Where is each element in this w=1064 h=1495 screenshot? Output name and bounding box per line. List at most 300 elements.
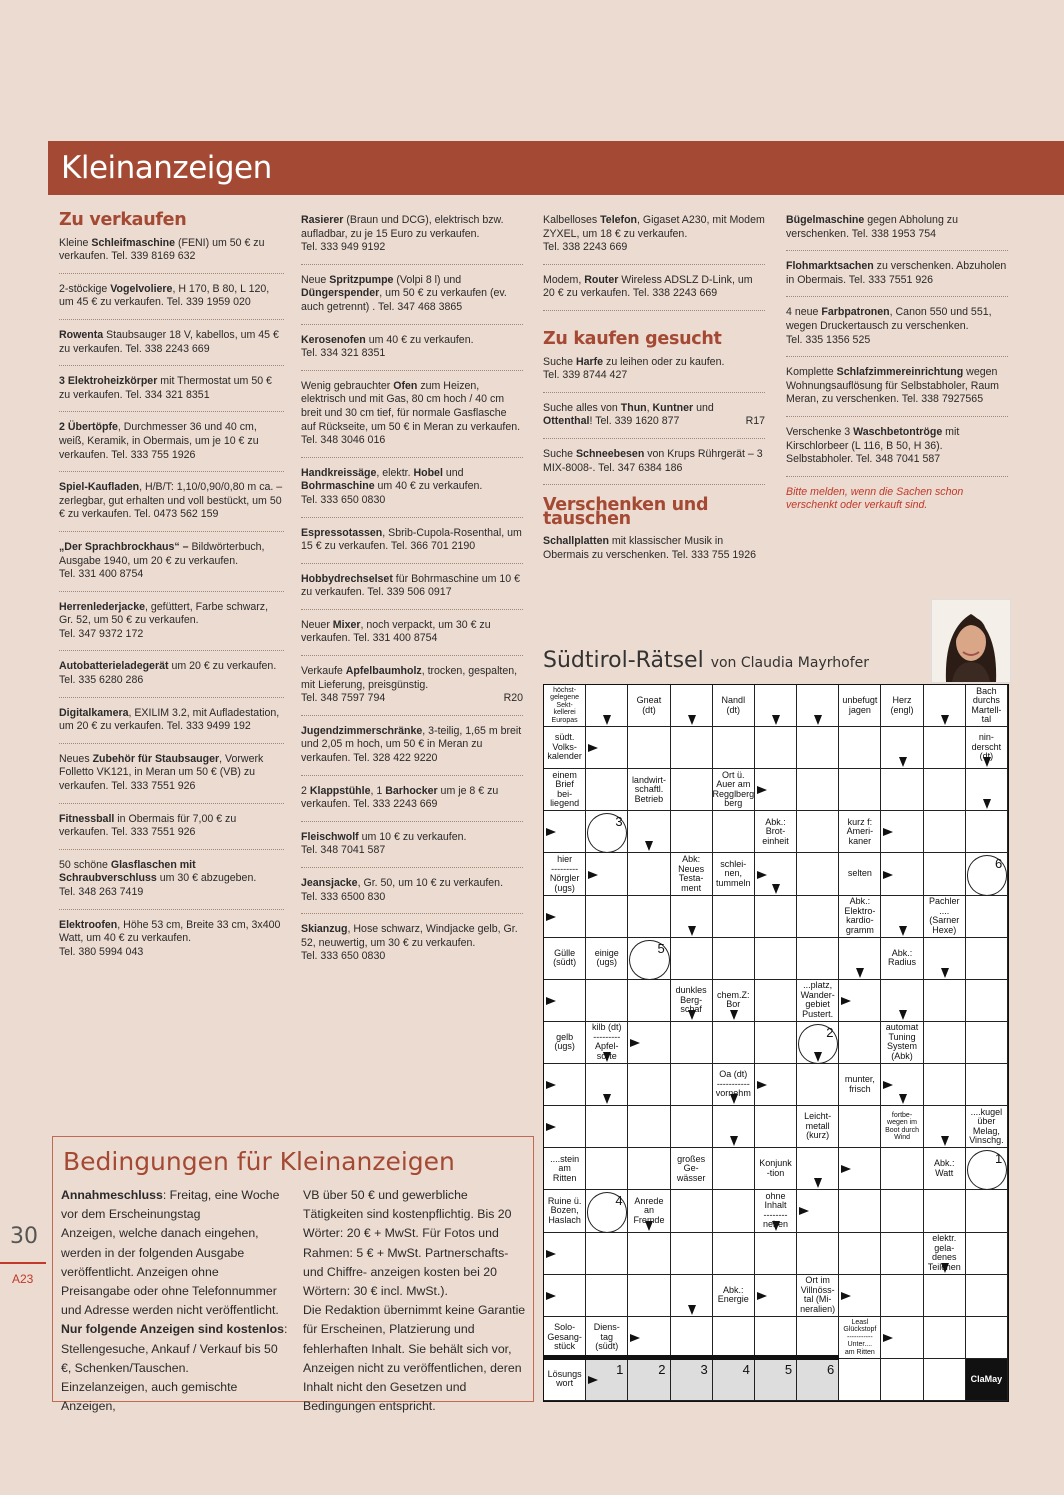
ad-entry	[786, 366, 1008, 417]
crossword-grid[interactable]	[543, 684, 1009, 1402]
ad-entry	[786, 306, 1008, 357]
arrow-right-icon	[546, 1250, 556, 1258]
ad-text: und	[442, 466, 464, 479]
arrow-down-icon	[688, 1305, 696, 1315]
grid-cell[interactable]	[628, 853, 670, 895]
grid-cell[interactable]	[628, 1275, 670, 1317]
page-divider	[0, 1262, 46, 1264]
clue-cell: ...platz, Wander- gebiet Pustert.	[797, 980, 839, 1022]
circle-number: 6	[995, 856, 1003, 872]
arrow-down-icon	[899, 926, 907, 936]
grid-cell[interactable]	[628, 727, 670, 769]
arrow-down-icon	[645, 1221, 653, 1231]
free-ads-text: : Stellengesuche, Ankauf / Verkauf bis 50 €, Schenken/Tauschen. Einzelanzeigen, auch gemischte Anzeigen,	[61, 1322, 288, 1414]
arrow-down-icon	[899, 1094, 907, 1104]
ad-entry	[59, 601, 284, 652]
ad-text: um 40 € zu verkaufen. Tel. 334 321 8351	[301, 333, 474, 360]
arrow-down-icon	[983, 799, 991, 809]
conditions-right-text: VB über 50 € und gewerbliche Tätigkeiten sind kostenpflichtig. Bis 20 Wörter: 20 € + MwSt. Für Fotos und Rahmen: 5 € + MwSt. Partnerschafts- und Chiffre- anzeigen kosten bei 20 Wörtern: 30 € incl. MwSt.). Die Redaktion übernimmt keine Garantie für Erscheinen, Platzierung und fehlerhaften Inhalt. Sie behält sich vor, Anzeigen nicht zu veröffentlichen, deren Inhalt nicht den Gesetzen und Bedingungen entspricht.	[303, 1188, 526, 1414]
grid-cell[interactable]	[924, 1317, 966, 1359]
grid-cell[interactable]	[755, 1317, 797, 1359]
clue-cell: Konjunk -tion	[755, 1148, 797, 1190]
ad-text: Bildwörterbuch, Ausgabe 1940, um 20 € zu verkaufen. Tel. 331 400 8754	[59, 540, 265, 581]
ad-entry	[301, 785, 523, 822]
ad-text: Staubsauger 18 V, kabellos, um 45 € zu verkaufen. Tel. 338 2243 669	[59, 328, 279, 355]
ad-text: Wenig gebrauchter	[301, 379, 394, 392]
ad-item-name: „Der Sprachbrockhaus“ –	[59, 540, 189, 553]
clue-cell: großes Ge- wässer	[671, 1148, 713, 1190]
grid-cell[interactable]	[671, 727, 713, 769]
ad-entry	[59, 329, 284, 366]
ad-item-name: Düngerspender	[301, 287, 380, 300]
grid-cell[interactable]	[797, 727, 839, 769]
clue-cell: südt. Volks- kalender	[544, 727, 586, 769]
grid-cell[interactable]	[586, 980, 628, 1022]
grid-cell[interactable]	[881, 1233, 923, 1275]
ad-text: und	[693, 401, 714, 414]
ad-text: um 40 € zu verkaufen. Tel. 333 650 0830	[301, 480, 483, 506]
arrow-right-icon	[883, 871, 893, 879]
grid-cell[interactable]	[713, 1233, 755, 1275]
note-text: Bitte melden, wenn die Sachen schon verschenkt oder verkauft sind.	[786, 485, 964, 512]
grid-cell[interactable]	[881, 1190, 923, 1232]
ad-text: , Hose schwarz, Windjacke gelb, Gr. 52, neuwertig, um 30 € zu verkaufen. Tel. 333 650 0830	[301, 923, 518, 963]
ad-text: 2	[301, 784, 310, 797]
solution-cell[interactable]	[755, 1359, 797, 1401]
arrow-down-icon	[688, 715, 696, 725]
grid-cell[interactable]	[628, 980, 670, 1022]
grid-cell[interactable]	[671, 811, 713, 853]
ad-item-name: 2 Übertöpfe	[59, 421, 118, 434]
ad-text: (Braun und DCG), elektrisch bzw. aufladbar, zu je 15 Euro zu verkaufen. Tel. 333 949 9192	[301, 214, 504, 254]
ad-item-name: Kuntner	[652, 401, 694, 414]
solution-cell[interactable]	[713, 1359, 755, 1401]
ad-text: um je 8 € zu verkaufen. Tel. 333 2243 669	[301, 784, 499, 811]
arrow-down-icon	[730, 1094, 738, 1104]
ad-entry	[301, 831, 523, 868]
grid-cell[interactable]	[797, 1064, 839, 1106]
grid-cell[interactable]	[628, 1233, 670, 1275]
grid-cell[interactable]	[671, 1233, 713, 1275]
ad-item-name: Waschbetontröge	[853, 425, 943, 438]
ad-text: , H 170, B 80, L 120, um 45 € zu verkaufen. Tel. 339 1959 020	[59, 282, 270, 309]
arrow-right-icon	[546, 913, 556, 921]
grid-cell[interactable]	[924, 980, 966, 1022]
grid-cell[interactable]	[671, 1106, 713, 1148]
arrow-right-icon	[546, 997, 556, 1005]
ad-text: um 20 € zu verkaufen. Tel. 335 6280 286	[59, 660, 277, 687]
grid-cell[interactable]	[671, 1190, 713, 1232]
arrow-down-icon	[730, 1010, 738, 1020]
clue-cell: Ruine ü. Bozen, Haslach	[544, 1190, 586, 1232]
clue-cell: Leasl Glückstopf ----------- Unter.... am Ritten	[839, 1317, 881, 1359]
ad-text: Suche	[543, 447, 576, 460]
ad-item-name: Apfelbaumholz	[345, 665, 422, 678]
arrow-down-icon	[941, 715, 949, 725]
ad-text: Neuer	[301, 618, 333, 631]
ad-code: R17	[745, 415, 765, 428]
grid-cell[interactable]	[671, 1317, 713, 1359]
clue-cell: Gneat (dt)	[628, 685, 670, 727]
grid-cell[interactable]	[713, 1190, 755, 1232]
grid-cell[interactable]	[586, 769, 628, 811]
ad-text: Suche	[543, 355, 576, 368]
circle-number: 4	[615, 1193, 623, 1209]
section-heading: Zu kaufen gesucht	[543, 328, 722, 349]
ad-text: , Höhe 53 cm, Breite 33 cm, 3x400 Watt, um 40 € zu verkaufen. Tel. 380 5994 043	[59, 918, 281, 958]
ad-item-name: Harfe	[575, 355, 604, 368]
ad-text: , trocken, gespalten, mit Lieferung, preisgünstig. Tel. 348 7597 794	[301, 665, 518, 705]
grid-cell[interactable]	[966, 1190, 1008, 1232]
grid-cell[interactable]	[671, 769, 713, 811]
ad-text: (Volpi 8 l) und	[393, 273, 462, 286]
clue-cell: Herz (engl)	[881, 685, 923, 727]
solution-cell[interactable]	[628, 1359, 670, 1401]
clue-cell: Abk.: Watt	[924, 1148, 966, 1190]
grid-cell[interactable]	[924, 1190, 966, 1232]
clue-cell: Abk.: Radius	[881, 938, 923, 980]
solution-divider	[544, 1355, 839, 1360]
column-give-away	[786, 214, 1008, 513]
grid-cell[interactable]	[755, 727, 797, 769]
ad-text: mit klassischer Musik in Obermais zu verschenken. Tel. 333 755 1926	[543, 535, 756, 561]
grid-cell[interactable]	[797, 938, 839, 980]
clue-cell: Gülle (südt)	[544, 938, 586, 980]
clue-cell: einige (ugs)	[586, 938, 628, 980]
arrow-down-icon	[941, 968, 949, 978]
ad-entry	[59, 660, 284, 697]
ad-text: , um 50 € zu verkaufen (ev. auch getrennt) . Tel. 347 468 3865	[301, 287, 507, 313]
grid-cell[interactable]	[924, 811, 966, 853]
ad-text: zum Heizen, elektrisch und mit Gas, 80 cm hoch / 40 cm breit und 30 cm tief, für normale Gasflasche auf Rückseite, um 50 € in Meran zu verkaufen. Tel. 348 3046 016	[301, 379, 521, 447]
arrow-right-icon	[841, 1165, 851, 1173]
arrow-down-icon	[603, 1052, 611, 1062]
grid-cell[interactable]	[966, 1317, 1008, 1359]
clue-cell: hier --------- Nörgler (ugs)	[544, 853, 586, 895]
clue-cell: Ort im Villnöss- tal (Mi- neralien)	[797, 1275, 839, 1317]
arrow-down-icon	[603, 1094, 611, 1104]
ad-entry	[543, 214, 765, 265]
ad-entry	[59, 481, 284, 532]
ad-item-name: Spiel-Kaufladen	[59, 481, 140, 494]
grid-cell[interactable]	[797, 1317, 839, 1359]
clue-cell: elektr. gela- denes Teilchen	[924, 1233, 966, 1275]
arrow-down-icon	[688, 926, 696, 936]
ad-entry	[543, 535, 765, 571]
ad-text: , Sbrib-Cupola-Rosenthal, um 15 € zu verkaufen. Tel. 366 701 2190	[301, 526, 522, 553]
clue-cell: Oa (dt) ----------- vornehm	[713, 1064, 755, 1106]
deadline-text: : Freitag, eine Woche vor dem Erscheinungstag Anzeigen, welche danach eingehen, werden in der folgenden Ausgabe veröffentlicht. Anzeigen ohne Preisangabe oder ohne Telefonnummer und Adresse werden nicht veröffentlicht.	[61, 1188, 280, 1318]
grid-cell[interactable]	[755, 1233, 797, 1275]
arrow-down-icon	[814, 1178, 822, 1188]
ad-item-name: Glasflaschen mit Schraubverschluss	[59, 858, 196, 885]
ad-entry	[786, 426, 1008, 477]
page-code: A23	[12, 1272, 34, 1286]
clue-cell: nin- derscht (dt)	[966, 727, 1008, 769]
ad-item-name: Fleischwolf	[301, 830, 359, 843]
ad-item-name: Herrenlederjacke	[59, 600, 145, 613]
clue-cell: kilb (dt) --------- Apfel- sorte	[586, 1022, 628, 1064]
arrow-down-icon	[941, 1263, 949, 1273]
grid-cell[interactable]	[755, 896, 797, 938]
grid-cell[interactable]	[586, 1106, 628, 1148]
grid-cell[interactable]	[671, 1022, 713, 1064]
grid-cell[interactable]	[671, 938, 713, 980]
grid-cell[interactable]	[713, 1317, 755, 1359]
column-for-sale-1	[59, 210, 284, 977]
solution-cell[interactable]	[671, 1359, 713, 1401]
arrow-right-icon	[757, 1292, 767, 1300]
ad-item-name: Bohrmaschine	[301, 480, 375, 493]
ad-entry	[59, 421, 284, 472]
ad-text: um 10 € zu verkaufen. Tel. 348 7041 587	[301, 830, 467, 857]
ad-item-name: 3 Elektroheizkörper	[59, 375, 158, 388]
grid-cell[interactable]	[839, 727, 881, 769]
ad-item-name: Ottenthal	[543, 415, 590, 428]
ad-entry	[301, 665, 523, 716]
grid-cell[interactable]	[755, 938, 797, 980]
ad-text: , Gr. 50, um 10 € zu verkaufen. Tel. 333 6500 830	[301, 877, 504, 903]
grid-cell[interactable]	[881, 1148, 923, 1190]
grid-cell[interactable]	[966, 1022, 1008, 1064]
arrow-down-icon	[899, 757, 907, 767]
grid-cell[interactable]	[966, 811, 1008, 853]
grid-cell[interactable]	[586, 1233, 628, 1275]
arrow-right-icon	[757, 871, 767, 879]
brand-cell: ClaMay	[966, 1359, 1008, 1401]
ad-item-name: Schneebesen	[575, 447, 645, 460]
ad-entry	[301, 467, 523, 518]
grid-cell[interactable]	[839, 1106, 881, 1148]
solution-number: 1	[616, 1361, 624, 1377]
clue-cell: kurz f: Ameri- kaner	[839, 811, 881, 853]
ad-text: Neue	[301, 273, 330, 286]
grid-cell[interactable]	[839, 1190, 881, 1232]
grid-cell[interactable]	[839, 1359, 881, 1401]
grid-cell[interactable]	[966, 896, 1008, 938]
grid-cell[interactable]	[797, 1233, 839, 1275]
ad-text: wegen Wohnungsauflösung für Selbstabholer, Raum Meran, zu verschenken. Tel. 338 7927565	[786, 366, 999, 406]
grid-cell[interactable]	[839, 1233, 881, 1275]
ad-item-name: Klappstühle	[309, 784, 371, 797]
arrow-right-icon	[588, 1376, 598, 1384]
grid-cell[interactable]	[797, 853, 839, 895]
ad-text: Modem,	[543, 273, 585, 286]
ad-text: zu verschenken. Abzuholen in Obermais. Tel. 333 7551 926	[786, 260, 1007, 286]
grid-cell[interactable]	[713, 896, 755, 938]
grid-cell[interactable]	[628, 896, 670, 938]
grid-cell[interactable]	[713, 1022, 755, 1064]
clue-cell: Solo- Gesang- stück	[544, 1317, 586, 1359]
arrow-down-icon	[772, 884, 780, 894]
ad-item-name: Schallplatten	[543, 535, 609, 548]
ad-text: , 1	[370, 784, 386, 797]
arrow-down-icon	[730, 1136, 738, 1146]
puzzle-title	[543, 648, 869, 673]
grid-cell[interactable]	[586, 896, 628, 938]
clue-cell: Abk.: Brot- einheit	[755, 811, 797, 853]
clue-cell: Diens- tag (südt)	[586, 1317, 628, 1359]
ad-entry	[59, 859, 284, 910]
grid-cell[interactable]	[924, 727, 966, 769]
grid-cell[interactable]	[924, 1022, 966, 1064]
page-number: 30	[10, 1224, 38, 1249]
ad-entry	[59, 283, 284, 320]
grid-cell[interactable]	[755, 1022, 797, 1064]
arrow-down-icon	[688, 1010, 696, 1020]
arrow-right-icon	[757, 1081, 767, 1089]
grid-cell[interactable]	[924, 1064, 966, 1106]
arrow-right-icon	[546, 1292, 556, 1300]
ad-text: Neues	[59, 752, 93, 765]
ad-code: R20	[503, 692, 523, 705]
ad-text: , Durchmesser 36 und 40 cm, weiß, Keramik, in Obermais, um je 10 € zu verkaufen. Tel. 333 755 1926	[59, 421, 259, 461]
ad-text: Kalbelloses	[543, 214, 601, 226]
ad-item-name: Vogelvoliere	[110, 282, 173, 295]
ad-text: 4 neue	[786, 306, 822, 319]
clue-cell: Nandl (dt)	[713, 685, 755, 727]
ad-item-name: Bügelmaschine	[786, 214, 865, 226]
clue-cell: Leicht- metall (kurz)	[797, 1106, 839, 1148]
grid-cell[interactable]	[966, 980, 1008, 1022]
ad-item-name: Handkreissäge	[301, 466, 377, 479]
grid-cell[interactable]	[713, 1148, 755, 1190]
grid-cell[interactable]	[881, 1359, 923, 1401]
grid-cell[interactable]	[839, 769, 881, 811]
ad-item-name: Skianzug	[301, 923, 348, 936]
grid-cell[interactable]	[713, 811, 755, 853]
arrow-right-icon	[883, 1334, 893, 1342]
grid-cell[interactable]	[755, 980, 797, 1022]
grid-cell[interactable]	[924, 1359, 966, 1401]
clue-cell: fortbe- wegen im Boot durch Wind	[881, 1106, 923, 1148]
grid-cell[interactable]	[586, 1275, 628, 1317]
ad-entry	[59, 237, 284, 274]
grid-cell[interactable]	[881, 769, 923, 811]
ad-item-name: Telefon	[600, 214, 638, 226]
circle-number: 3	[615, 814, 623, 830]
ad-entry	[543, 448, 765, 485]
grid-cell[interactable]	[713, 938, 755, 980]
ad-entry	[59, 919, 284, 969]
ad-item-name: Zubehör für Staubsauger	[92, 752, 220, 765]
conditions-box	[52, 1136, 534, 1414]
arrow-down-icon	[983, 757, 991, 767]
puzzle-author: von Claudia Mayrhofer	[710, 655, 869, 671]
clue-cell: automat Tuning System (Abk)	[881, 1022, 923, 1064]
ad-entry	[59, 813, 284, 850]
ad-item-name: Rowenta	[59, 328, 104, 341]
clue-cell: ....stein am Ritten	[544, 1148, 586, 1190]
ad-text: mit Kirschlorbeer (L 116, B 50, H 36). Selbstabholer. Tel. 348 7041 587	[786, 425, 960, 466]
arrow-right-icon	[841, 997, 851, 1005]
ad-text: ! Tel. 339 1620 877	[589, 415, 680, 428]
circle-number: 5	[657, 940, 665, 956]
ad-entry	[59, 707, 284, 744]
ad-entry	[301, 214, 523, 265]
clue-cell: schlei- nen, tummeln	[713, 853, 755, 895]
clue-cell: Ort ü. Auer am Regglberg berg	[713, 769, 755, 811]
ad-text: , Gigaset A230, mit Modem ZYXEL, um 18 € zu verkaufen. Tel. 338 2243 669	[543, 214, 765, 254]
ad-entry	[543, 356, 765, 393]
ad-text: 50 schöne	[59, 858, 111, 871]
grid-cell[interactable]	[924, 769, 966, 811]
ad-text: mit Thermostat um 50 € zu verkaufen. Tel. 334 321 8351	[59, 375, 272, 401]
solution-number: 4	[742, 1361, 750, 1377]
author-photo	[931, 599, 1011, 683]
conditions-title: Bedingungen für Kleinanzeigen	[63, 1147, 455, 1176]
arrow-right-icon	[841, 1292, 851, 1300]
ad-text: , Canon 550 und 551, wegen Druckertausch zu verschenken. Tel. 335 1356 525	[786, 306, 992, 346]
grid-cell[interactable]	[966, 1064, 1008, 1106]
grid-cell[interactable]	[966, 1275, 1008, 1317]
ad-text: in Obermais für 7,00 € zu verkaufen. Tel. 333 7551 926	[59, 812, 237, 839]
clue-cell: Abk.: Elektro- kardio- gramm	[839, 896, 881, 938]
grid-cell[interactable]	[586, 1148, 628, 1190]
arrow-right-icon	[630, 1334, 640, 1342]
ad-text: , 3-teilig, 1,65 m breit und 2,05 m hoch, um 50 € in Meran zu verkaufen. Tel. 328 422 9220	[301, 724, 522, 765]
clue-cell: Lösungs wort	[544, 1359, 586, 1401]
ad-entry	[543, 402, 765, 439]
grid-cell[interactable]	[628, 1106, 670, 1148]
grid-cell[interactable]	[671, 1064, 713, 1106]
grid-cell[interactable]	[797, 769, 839, 811]
ad-item-name: Digitalkamera	[59, 706, 129, 719]
arrow-right-icon	[630, 1039, 640, 1047]
column-buy-give	[543, 214, 765, 581]
ad-text: Verschenke 3	[786, 425, 854, 438]
grid-cell[interactable]	[797, 811, 839, 853]
grid-cell[interactable]	[713, 727, 755, 769]
ad-item-name: Jugendzimmerschränke	[301, 724, 423, 737]
ad-text: zu leihen oder zu kaufen. Tel. 339 8744 427	[543, 355, 725, 382]
deadline-label: Annahmeschluss	[61, 1188, 163, 1202]
ad-text: um 30 € abzugeben. Tel. 348 263 7419	[59, 872, 257, 898]
grid-cell[interactable]	[755, 1106, 797, 1148]
ad-text: , gefüttert, Farbe schwarz, Gr. 52, um 50 € zu verkaufen. Tel. 347 9372 172	[59, 600, 269, 640]
grid-cell[interactable]	[797, 896, 839, 938]
grid-cell[interactable]	[839, 1022, 881, 1064]
grid-cell[interactable]	[628, 1148, 670, 1190]
section-title: Kleinanzeigen	[61, 150, 272, 186]
ad-text: 2-stöckige	[59, 282, 111, 295]
ad-entry	[301, 274, 523, 325]
grid-cell[interactable]	[924, 853, 966, 895]
arrow-down-icon	[772, 715, 780, 725]
grid-cell[interactable]	[966, 938, 1008, 980]
ad-text: von Krups Rührgerät – 3 MIX-8008-. Tel. 347 6384 186	[543, 447, 763, 474]
conditions-left-text	[61, 1186, 289, 1416]
ad-entry	[301, 619, 523, 656]
arrow-right-icon	[757, 786, 767, 794]
arrow-right-icon	[883, 828, 893, 836]
solution-cell[interactable]	[797, 1359, 839, 1401]
grid-cell[interactable]	[924, 1275, 966, 1317]
ad-text: (FENI) um 50 € zu verkaufen. Tel. 339 8169 632	[59, 236, 265, 263]
ad-item-name: Spritzpumpe	[329, 273, 394, 286]
grid-cell[interactable]	[966, 1233, 1008, 1275]
ad-text: Suche alles von	[543, 401, 621, 414]
ad-entry	[301, 877, 523, 914]
ad-item-name: Mixer	[332, 618, 361, 631]
arrow-down-icon	[856, 968, 864, 978]
ad-entry	[59, 753, 284, 804]
ad-item-name: Kerosenofen	[301, 333, 366, 346]
ad-item-name: Rasierer	[301, 214, 344, 226]
grid-cell[interactable]	[881, 1275, 923, 1317]
grid-cell[interactable]	[628, 1064, 670, 1106]
ad-text: , elektr.	[376, 466, 414, 479]
